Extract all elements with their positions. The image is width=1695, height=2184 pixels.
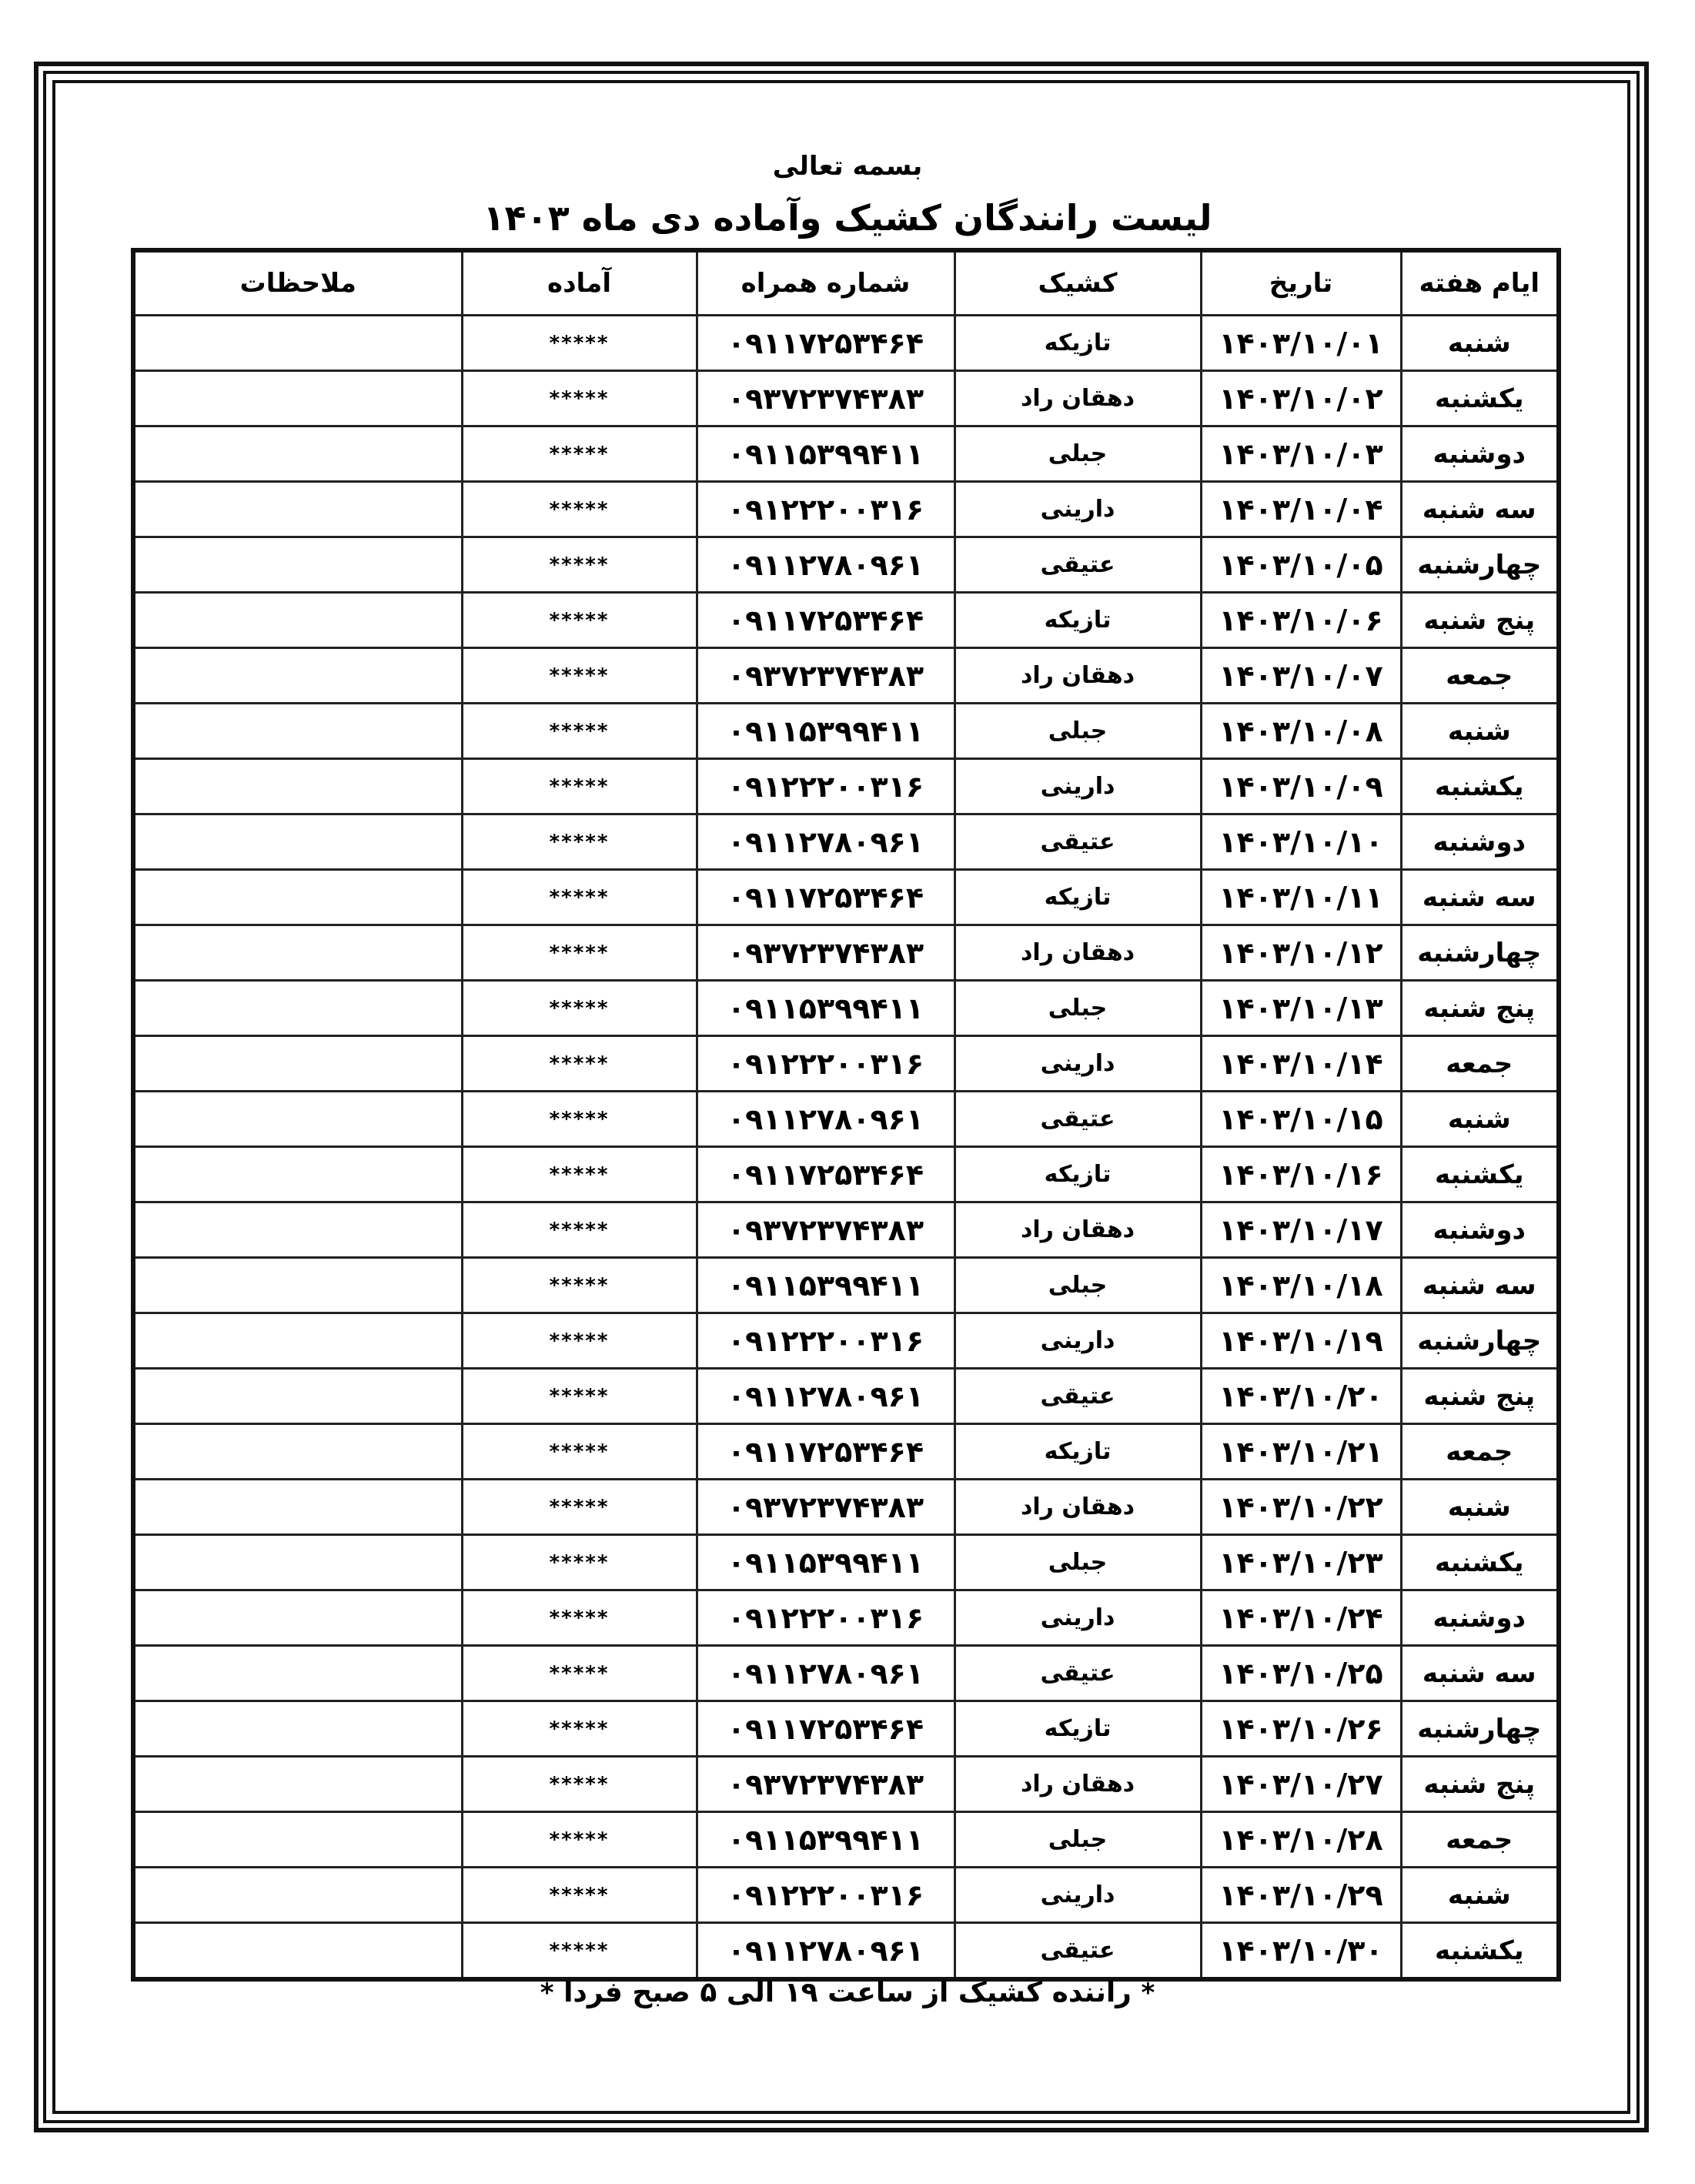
table-header-row bbox=[133, 250, 1559, 316]
basmala-heading: بسمه تعالی bbox=[772, 151, 923, 182]
notes-cell bbox=[133, 1424, 462, 1480]
standby-cell: ***** bbox=[462, 1092, 697, 1147]
on-duty-driver-cell: دهقان راد bbox=[954, 1480, 1201, 1535]
on-duty-driver-cell: دهقان راد bbox=[954, 1202, 1201, 1258]
date-cell: ۱۴۰۳/۱۰/۲۶ bbox=[1201, 1701, 1401, 1757]
table-row bbox=[133, 1258, 1559, 1313]
notes-cell bbox=[133, 1480, 462, 1535]
notes-cell bbox=[133, 1036, 462, 1092]
notes-cell bbox=[133, 316, 462, 371]
weekday-cell: شنبه bbox=[1401, 1868, 1559, 1923]
on-duty-driver-cell: تازیکه bbox=[954, 1424, 1201, 1480]
table-row bbox=[133, 759, 1559, 814]
date-cell: ۱۴۰۳/۱۰/۰۷ bbox=[1201, 648, 1401, 704]
standby-cell: ***** bbox=[462, 1036, 697, 1092]
standby-cell: ***** bbox=[462, 814, 697, 870]
date-cell: ۱۴۰۳/۱۰/۰۹ bbox=[1201, 759, 1401, 814]
standby-cell: ***** bbox=[462, 537, 697, 593]
standby-cell: ***** bbox=[462, 1757, 697, 1812]
mobile-number-cell: ۰۹۱۲۲۲۰۰۳۱۶ bbox=[697, 759, 954, 814]
table-row bbox=[133, 1036, 1559, 1092]
weekday-cell: چهارشنبه bbox=[1401, 1313, 1559, 1369]
table-row bbox=[133, 1868, 1559, 1923]
on-duty-driver-cell: دارینی bbox=[954, 1590, 1201, 1646]
on-duty-driver-cell: عتیقی bbox=[954, 1092, 1201, 1147]
date-cell: ۱۴۰۳/۱۰/۲۵ bbox=[1201, 1646, 1401, 1701]
mobile-number-cell: ۰۹۱۱۷۲۵۳۴۶۴ bbox=[697, 1424, 954, 1480]
weekday-cell: جمعه bbox=[1401, 1036, 1559, 1092]
on-duty-driver-cell: دهقان راد bbox=[954, 1757, 1201, 1812]
date-cell: ۱۴۰۳/۱۰/۱۸ bbox=[1201, 1258, 1401, 1313]
notes-cell bbox=[133, 1646, 462, 1701]
standby-cell: ***** bbox=[462, 704, 697, 759]
mobile-number-cell: ۰۹۱۱۲۷۸۰۹۶۱ bbox=[697, 1646, 954, 1701]
on-duty-driver-cell: دارینی bbox=[954, 759, 1201, 814]
mobile-number-cell: ۰۹۱۱۵۳۹۹۴۱۱ bbox=[697, 1812, 954, 1868]
table-row bbox=[133, 1812, 1559, 1868]
on-duty-driver-cell: دارینی bbox=[954, 1036, 1201, 1092]
date-cell: ۱۴۰۳/۱۰/۲۰ bbox=[1201, 1369, 1401, 1424]
mobile-number-cell: ۰۹۱۱۵۳۹۹۴۱۱ bbox=[697, 1535, 954, 1590]
weekday-cell: یکشنبه bbox=[1401, 759, 1559, 814]
mobile-number-cell: ۰۹۳۷۲۳۷۴۳۸۳ bbox=[697, 1202, 954, 1258]
table-row bbox=[133, 426, 1559, 482]
weekday-cell: سه شنبه bbox=[1401, 482, 1559, 537]
notes-cell bbox=[133, 537, 462, 593]
date-cell: ۱۴۰۳/۱۰/۱۴ bbox=[1201, 1036, 1401, 1092]
table-row bbox=[133, 870, 1559, 925]
on-duty-driver-cell: جبلی bbox=[954, 1812, 1201, 1868]
table-row bbox=[133, 593, 1559, 648]
standby-cell: ***** bbox=[462, 1202, 697, 1258]
notes-cell bbox=[133, 1092, 462, 1147]
weekday-cell: شنبه bbox=[1401, 1092, 1559, 1147]
date-cell: ۱۴۰۳/۱۰/۰۵ bbox=[1201, 537, 1401, 593]
weekday-cell: پنج شنبه bbox=[1401, 1757, 1559, 1812]
column-header-weekday: ایام هفته bbox=[1401, 250, 1559, 316]
notes-cell bbox=[133, 814, 462, 870]
date-cell: ۱۴۰۳/۱۰/۲۸ bbox=[1201, 1812, 1401, 1868]
standby-cell: ***** bbox=[462, 870, 697, 925]
date-cell: ۱۴۰۳/۱۰/۰۸ bbox=[1201, 704, 1401, 759]
weekday-cell: یکشنبه bbox=[1401, 1923, 1559, 1980]
on-duty-driver-cell: عتیقی bbox=[954, 1923, 1201, 1980]
on-duty-driver-cell: جبلی bbox=[954, 1258, 1201, 1313]
date-cell: ۱۴۰۳/۱۰/۰۱ bbox=[1201, 316, 1401, 371]
standby-cell: ***** bbox=[462, 1313, 697, 1369]
weekday-cell: شنبه bbox=[1401, 704, 1559, 759]
weekday-cell: سه شنبه bbox=[1401, 1258, 1559, 1313]
table-row bbox=[133, 1424, 1559, 1480]
on-duty-driver-cell: دارینی bbox=[954, 1868, 1201, 1923]
table-row bbox=[133, 814, 1559, 870]
column-header-on-duty: کشیک bbox=[954, 250, 1201, 316]
notes-cell bbox=[133, 1868, 462, 1923]
table-row bbox=[133, 981, 1559, 1036]
column-header-notes: ملاحظات bbox=[133, 250, 462, 316]
standby-cell: ***** bbox=[462, 1480, 697, 1535]
date-cell: ۱۴۰۳/۱۰/۲۱ bbox=[1201, 1424, 1401, 1480]
standby-cell: ***** bbox=[462, 1923, 697, 1980]
mobile-number-cell: ۰۹۳۷۲۳۷۴۳۸۳ bbox=[697, 648, 954, 704]
standby-cell: ***** bbox=[462, 1369, 697, 1424]
notes-cell bbox=[133, 1202, 462, 1258]
notes-cell bbox=[133, 925, 462, 981]
weekday-cell: یکشنبه bbox=[1401, 1535, 1559, 1590]
mobile-number-cell: ۰۹۱۱۵۳۹۹۴۱۱ bbox=[697, 426, 954, 482]
on-duty-driver-cell: عتیقی bbox=[954, 814, 1201, 870]
mobile-number-cell: ۰۹۱۲۲۲۰۰۳۱۶ bbox=[697, 1313, 954, 1369]
table-row bbox=[133, 1313, 1559, 1369]
mobile-number-cell: ۰۹۱۱۲۷۸۰۹۶۱ bbox=[697, 537, 954, 593]
footnote-text: راننده کشیک از ساعت ۱۹ الی ۵ صبح فردا bbox=[563, 1977, 1132, 2008]
table-row bbox=[133, 482, 1559, 537]
notes-cell bbox=[133, 1369, 462, 1424]
weekday-cell: یکشنبه bbox=[1401, 1147, 1559, 1202]
weekday-cell: دوشنبه bbox=[1401, 1590, 1559, 1646]
date-cell: ۱۴۰۳/۱۰/۲۷ bbox=[1201, 1757, 1401, 1812]
on-duty-driver-cell: عتیقی bbox=[954, 537, 1201, 593]
asterisk-icon: * bbox=[1141, 1978, 1155, 2008]
date-cell: ۱۴۰۳/۱۰/۳۰ bbox=[1201, 1923, 1401, 1980]
standby-cell: ***** bbox=[462, 371, 697, 426]
on-duty-driver-cell: تازیکه bbox=[954, 316, 1201, 371]
on-duty-driver-cell: تازیکه bbox=[954, 1701, 1201, 1757]
weekday-cell: یکشنبه bbox=[1401, 371, 1559, 426]
weekday-cell: شنبه bbox=[1401, 1480, 1559, 1535]
weekday-cell: سه شنبه bbox=[1401, 870, 1559, 925]
notes-cell bbox=[133, 1147, 462, 1202]
date-cell: ۱۴۰۳/۱۰/۲۹ bbox=[1201, 1868, 1401, 1923]
notes-cell bbox=[133, 1590, 462, 1646]
standby-cell: ***** bbox=[462, 981, 697, 1036]
mobile-number-cell: ۰۹۳۷۲۳۷۴۳۸۳ bbox=[697, 925, 954, 981]
notes-cell bbox=[133, 1701, 462, 1757]
weekday-cell: چهارشنبه bbox=[1401, 1701, 1559, 1757]
date-cell: ۱۴۰۳/۱۰/۰۴ bbox=[1201, 482, 1401, 537]
weekday-cell: پنج شنبه bbox=[1401, 1369, 1559, 1424]
table-row bbox=[133, 1147, 1559, 1202]
notes-cell bbox=[133, 870, 462, 925]
on-duty-driver-cell: جبلی bbox=[954, 1535, 1201, 1590]
standby-cell: ***** bbox=[462, 316, 697, 371]
table-row bbox=[133, 1646, 1559, 1701]
standby-cell: ***** bbox=[462, 1535, 697, 1590]
weekday-cell: سه شنبه bbox=[1401, 1646, 1559, 1701]
weekday-cell: چهارشنبه bbox=[1401, 925, 1559, 981]
notes-cell bbox=[133, 981, 462, 1036]
table-row bbox=[133, 648, 1559, 704]
notes-cell bbox=[133, 1535, 462, 1590]
date-cell: ۱۴۰۳/۱۰/۰۲ bbox=[1201, 371, 1401, 426]
standby-cell: ***** bbox=[462, 925, 697, 981]
date-cell: ۱۴۰۳/۱۰/۱۹ bbox=[1201, 1313, 1401, 1369]
mobile-number-cell: ۰۹۱۱۵۳۹۹۴۱۱ bbox=[697, 1258, 954, 1313]
table-row bbox=[133, 1480, 1559, 1535]
column-header-standby: آماده bbox=[462, 250, 697, 316]
table-row bbox=[133, 1590, 1559, 1646]
date-cell: ۱۴۰۳/۱۰/۲۳ bbox=[1201, 1535, 1401, 1590]
mobile-number-cell: ۰۹۱۱۲۷۸۰۹۶۱ bbox=[697, 1369, 954, 1424]
notes-cell bbox=[133, 371, 462, 426]
notes-cell bbox=[133, 704, 462, 759]
standby-cell: ***** bbox=[462, 759, 697, 814]
standby-cell: ***** bbox=[462, 648, 697, 704]
notes-cell bbox=[133, 648, 462, 704]
standby-cell: ***** bbox=[462, 1424, 697, 1480]
notes-cell bbox=[133, 1757, 462, 1812]
table-row bbox=[133, 1092, 1559, 1147]
mobile-number-cell: ۰۹۳۷۲۳۷۴۳۸۳ bbox=[697, 1757, 954, 1812]
on-duty-driver-cell: جبلی bbox=[954, 704, 1201, 759]
standby-cell: ***** bbox=[462, 482, 697, 537]
weekday-cell: دوشنبه bbox=[1401, 426, 1559, 482]
on-duty-driver-cell: عتیقی bbox=[954, 1646, 1201, 1701]
standby-cell: ***** bbox=[462, 1258, 697, 1313]
on-duty-driver-cell: جبلی bbox=[954, 426, 1201, 482]
standby-cell: ***** bbox=[462, 593, 697, 648]
standby-cell: ***** bbox=[462, 426, 697, 482]
date-cell: ۱۴۰۳/۱۰/۲۴ bbox=[1201, 1590, 1401, 1646]
weekday-cell: دوشنبه bbox=[1401, 814, 1559, 870]
weekday-cell: پنج شنبه bbox=[1401, 981, 1559, 1036]
table-row bbox=[133, 1202, 1559, 1258]
standby-cell: ***** bbox=[462, 1868, 697, 1923]
table-row bbox=[133, 704, 1559, 759]
table-body bbox=[133, 316, 1559, 1980]
notes-cell bbox=[133, 482, 462, 537]
table-row bbox=[133, 1535, 1559, 1590]
date-cell: ۱۴۰۳/۱۰/۲۲ bbox=[1201, 1480, 1401, 1535]
page-title: لیست رانندگان کشیک وآماده دی ماه ۱۴۰۳ bbox=[483, 197, 1212, 239]
on-duty-driver-cell: دهقان راد bbox=[954, 648, 1201, 704]
weekday-cell: شنبه bbox=[1401, 316, 1559, 371]
on-duty-driver-cell: تازیکه bbox=[954, 593, 1201, 648]
mobile-number-cell: ۰۹۱۱۷۲۵۳۴۶۴ bbox=[697, 316, 954, 371]
duty-schedule-table bbox=[131, 248, 1561, 1982]
table-row bbox=[133, 1701, 1559, 1757]
column-header-mobile: شماره همراه bbox=[697, 250, 954, 316]
notes-cell bbox=[133, 1923, 462, 1980]
table-row bbox=[133, 1923, 1559, 1980]
date-cell: ۱۴۰۳/۱۰/۱۶ bbox=[1201, 1147, 1401, 1202]
mobile-number-cell: ۰۹۱۱۷۲۵۳۴۶۴ bbox=[697, 870, 954, 925]
standby-cell: ***** bbox=[462, 1701, 697, 1757]
mobile-number-cell: ۰۹۳۷۲۳۷۴۳۸۳ bbox=[697, 1480, 954, 1535]
on-duty-driver-cell: جبلی bbox=[954, 981, 1201, 1036]
table-row bbox=[133, 1369, 1559, 1424]
asterisk-icon: * bbox=[540, 1978, 554, 2008]
on-duty-driver-cell: دهقان راد bbox=[954, 371, 1201, 426]
on-duty-driver-cell: دارینی bbox=[954, 482, 1201, 537]
table-row bbox=[133, 925, 1559, 981]
notes-cell bbox=[133, 1812, 462, 1868]
date-cell: ۱۴۰۳/۱۰/۰۳ bbox=[1201, 426, 1401, 482]
mobile-number-cell: ۰۹۱۲۲۲۰۰۳۱۶ bbox=[697, 482, 954, 537]
mobile-number-cell: ۰۹۱۱۷۲۵۳۴۶۴ bbox=[697, 593, 954, 648]
date-cell: ۱۴۰۳/۱۰/۱۳ bbox=[1201, 981, 1401, 1036]
mobile-number-cell: ۰۹۳۷۲۳۷۴۳۸۳ bbox=[697, 371, 954, 426]
table-row bbox=[133, 537, 1559, 593]
standby-cell: ***** bbox=[462, 1590, 697, 1646]
date-cell: ۱۴۰۳/۱۰/۱۲ bbox=[1201, 925, 1401, 981]
notes-cell bbox=[133, 1313, 462, 1369]
mobile-number-cell: ۰۹۱۲۲۲۰۰۳۱۶ bbox=[697, 1590, 954, 1646]
notes-cell bbox=[133, 593, 462, 648]
standby-cell: ***** bbox=[462, 1147, 697, 1202]
mobile-number-cell: ۰۹۱۱۵۳۹۹۴۱۱ bbox=[697, 704, 954, 759]
on-duty-driver-cell: عتیقی bbox=[954, 1369, 1201, 1424]
on-duty-driver-cell: دارینی bbox=[954, 1313, 1201, 1369]
date-cell: ۱۴۰۳/۱۰/۱۵ bbox=[1201, 1092, 1401, 1147]
mobile-number-cell: ۰۹۱۱۲۷۸۰۹۶۱ bbox=[697, 1923, 954, 1980]
notes-cell bbox=[133, 759, 462, 814]
weekday-cell: جمعه bbox=[1401, 648, 1559, 704]
weekday-cell: دوشنبه bbox=[1401, 1202, 1559, 1258]
standby-cell: ***** bbox=[462, 1812, 697, 1868]
date-cell: ۱۴۰۳/۱۰/۱۱ bbox=[1201, 870, 1401, 925]
table-row bbox=[133, 1757, 1559, 1812]
weekday-cell: پنج شنبه bbox=[1401, 593, 1559, 648]
column-header-date: تاریخ bbox=[1201, 250, 1401, 316]
mobile-number-cell: ۰۹۱۱۷۲۵۳۴۶۴ bbox=[697, 1701, 954, 1757]
date-cell: ۱۴۰۳/۱۰/۱۰ bbox=[1201, 814, 1401, 870]
date-cell: ۱۴۰۳/۱۰/۰۶ bbox=[1201, 593, 1401, 648]
standby-cell: ***** bbox=[462, 1646, 697, 1701]
mobile-number-cell: ۰۹۱۱۲۷۸۰۹۶۱ bbox=[697, 814, 954, 870]
on-duty-driver-cell: تازیکه bbox=[954, 1147, 1201, 1202]
mobile-number-cell: ۰۹۱۲۲۲۰۰۳۱۶ bbox=[697, 1036, 954, 1092]
table-row bbox=[133, 316, 1559, 371]
notes-cell bbox=[133, 1258, 462, 1313]
date-cell: ۱۴۰۳/۱۰/۱۷ bbox=[1201, 1202, 1401, 1258]
mobile-number-cell: ۰۹۱۱۲۷۸۰۹۶۱ bbox=[697, 1092, 954, 1147]
mobile-number-cell: ۰۹۱۱۵۳۹۹۴۱۱ bbox=[697, 981, 954, 1036]
table-row bbox=[133, 371, 1559, 426]
weekday-cell: جمعه bbox=[1401, 1812, 1559, 1868]
weekday-cell: جمعه bbox=[1401, 1424, 1559, 1480]
weekday-cell: چهارشنبه bbox=[1401, 537, 1559, 593]
footnote bbox=[0, 1977, 1695, 2008]
on-duty-driver-cell: تازیکه bbox=[954, 870, 1201, 925]
mobile-number-cell: ۰۹۱۲۲۲۰۰۳۱۶ bbox=[697, 1868, 954, 1923]
notes-cell bbox=[133, 426, 462, 482]
mobile-number-cell: ۰۹۱۱۷۲۵۳۴۶۴ bbox=[697, 1147, 954, 1202]
on-duty-driver-cell: دهقان راد bbox=[954, 925, 1201, 981]
